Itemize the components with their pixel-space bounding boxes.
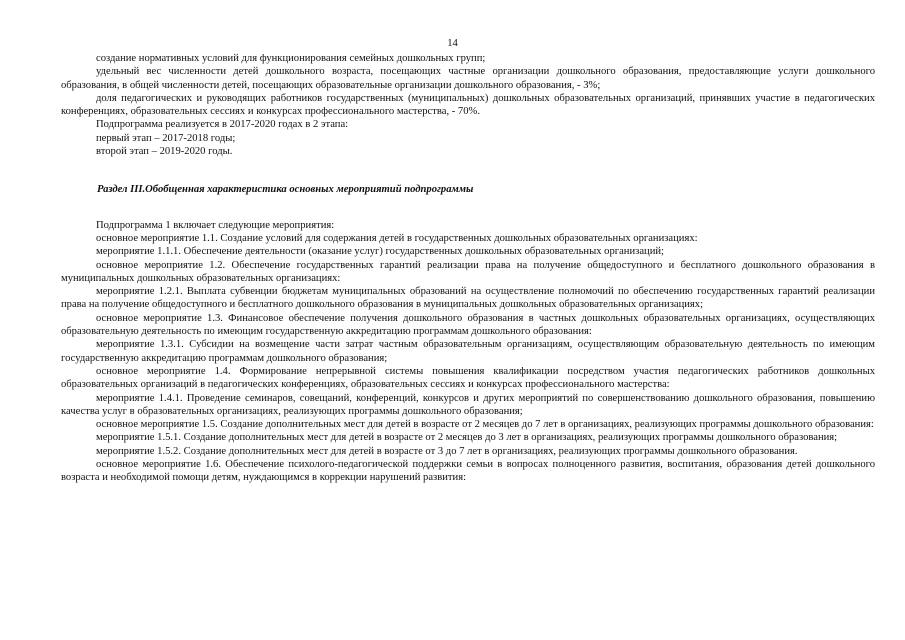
paragraph: второй этап – 2019-2020 годы. [96,146,233,158]
paragraph: мероприятие 1.5.1. Создание дополнительных мест для детей в возрасте от 2 месяцев до 3 лет в организациях, реализующих программы дошкольного образования; [96,432,838,444]
paragraph: основное мероприятие 1.5. Создание дополнительных мест для детей в возрасте от 2 месяцев до 7 лет в организациях, реализующих программы дошкольного образования: [96,419,874,431]
document-body [61,52,875,485]
paragraph: основное мероприятие 1.6. Обеспечение психолого-педагогической поддержки семьи в вопросах полноценного развития, воспитания, образования детей дошкольного возраста и необходимой помощи детям, нуждающимся в коррекции нарушений развития: [61,459,875,484]
paragraph: основное мероприятие 1.2. Обеспечение государственных гарантий реализации права на получение общедоступного и бесплатного дошкольного образования в муниципальных дошкольных образовательных организациях: [61,259,875,284]
paragraph: Подпрограмма реализуется в 2017-2020 годах в 2 этапа: [96,119,349,131]
paragraph: доля педагогических и руководящих работников государственных (муниципальных) дошкольных образовательных организаций, принявших участие в педагогических конференциях, образовательных сессиях и конкурсах профессионального мастерства, - 70%. [61,92,875,118]
paragraph: создание нормативных условий для функционирования семейных дошкольных групп; [96,53,486,64]
paragraph: основное мероприятие 1.1. Создание условий для содержания детей в государственных дошкольных образовательных организациях: [96,232,698,244]
paragraph: мероприятие 1.3.1. Субсидии на возмещение части затрат частным образовательным организациям, осуществляющим образовательную деятельность по имеющим государственную аккредитацию программам дошкольного образования; [61,339,875,364]
spacer [61,158,875,183]
paragraph: мероприятие 1.1.1. Обеспечение деятельности (оказание услуг) государственных дошкольных образовательных организаций; [96,246,664,258]
paragraph: Подпрограмма 1 включает следующие мероприятия: [96,219,335,231]
paragraph: мероприятие 1.5.2. Создание дополнительных мест для детей в возрасте от 3 до 7 лет в организациях, реализующих программы дошкольного образования. [96,445,798,457]
paragraph: первый этап – 2017-2018 годы; [96,132,236,144]
paragraph: мероприятие 1.2.1. Выплата субвенции бюджетам муниципальных образований на осуществление полномочий по обеспечению государственных гарантий реализации права на получение общедоступного и бесплатного дошкольного образования в муниципальных дошкольных образовательных организациях; [61,286,875,311]
paragraph: основное мероприятие 1.3. Финансовое обеспечение получения дошкольного образования в частных дошкольных образовательных организациях, осуществляющих образовательную деятельность по имеющим государственную аккредитацию программам дошкольного образования: [61,312,875,338]
page-number: 14 [447,38,458,49]
paragraph: мероприятие 1.4.1. Проведение семинаров, совещаний, конференций, конкурсов и других мероприятий по совершенствованию дошкольного образования, повышению качества услуг в образовательных организациях, реализующих программы дошкольного образования; [61,392,875,417]
paragraph: удельный вес численности детей дошкольного возраста, посещающих частные организации дошкольного образования, предоставляющие услуги дошкольного образования, в общей численности детей, посещающих образовательные организации дошкольного образования, - 3%; [61,66,875,91]
section-heading: Раздел III.Обобщенная характеристика основных мероприятий подпрограммы [97,184,474,196]
spacer [61,197,875,219]
paragraph: основное мероприятие 1.4. Формирование непрерывной системы повышения квалификации посредством участия педагогических работников дошкольных образовательных организаций в педагогических конференциях, образовательных сессиях и конкурсах профессионального мастерства: [61,365,875,391]
